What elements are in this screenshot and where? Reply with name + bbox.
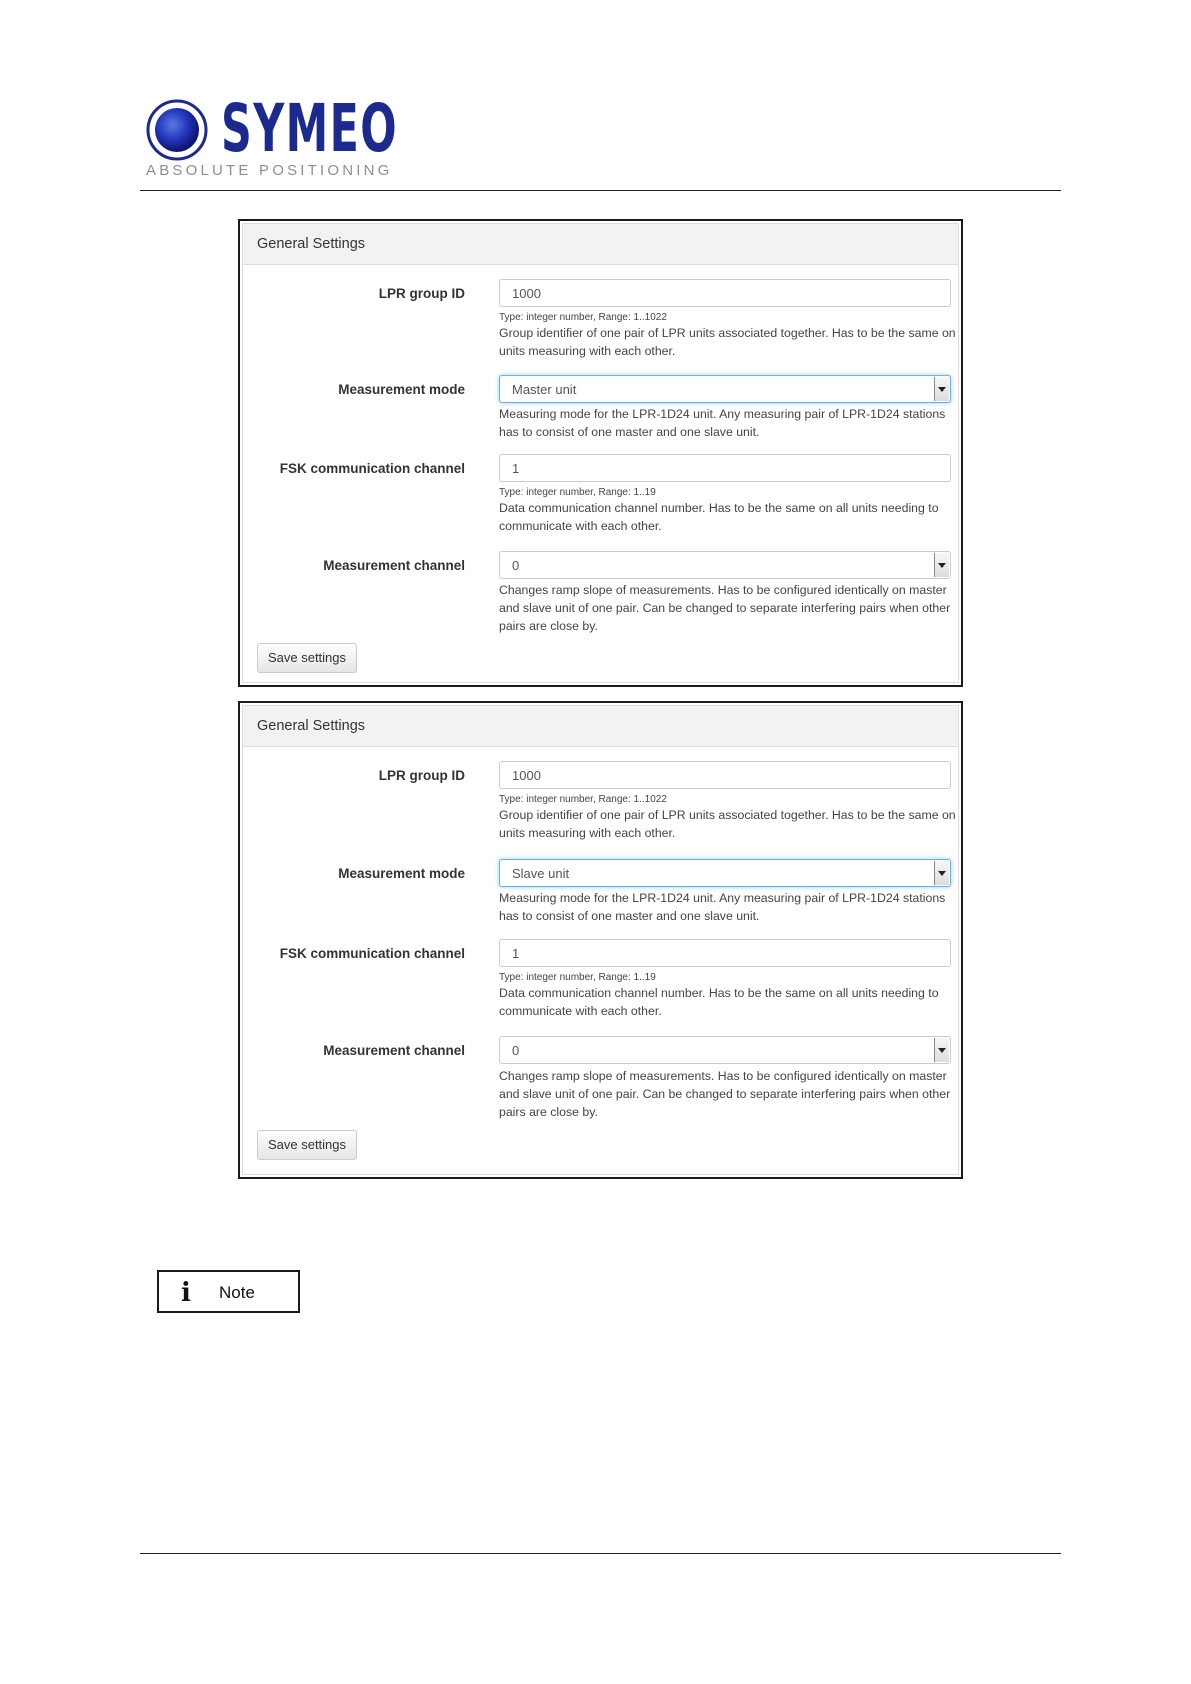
measurement-channel-label: Measurement channel [323,1043,465,1058]
save-settings-button[interactable]: Save settings [257,643,357,673]
fsk-channel-type: Type: integer number, Range: 1..19 [499,487,656,498]
lpr-group-id-value: 1000 [512,286,541,301]
save-settings-button[interactable]: Save settings [257,1130,357,1160]
panel-title: General Settings [257,236,366,252]
measurement-channel-help: Changes ramp slope of measurements. Has to be configured identically on master and slave unit of one pair. Can be changed to separate interfering pairs when other pairs are close by. [499,583,951,633]
footer-divider [140,1553,1061,1554]
measurement-channel-select[interactable] [499,551,951,579]
logo-circle-icon [146,99,208,161]
measurement-channel-select[interactable] [499,1036,951,1064]
lpr-group-id-label: LPR group ID [378,768,465,783]
fsk-channel-help: Data communication channel number. Has to be the same on all units needing to communicate with each other. [499,501,939,533]
chevron-down-icon[interactable] [934,861,949,885]
fsk-channel-value: 1 [512,946,520,961]
fsk-channel-type: Type: integer number, Range: 1..19 [499,972,656,983]
lpr-group-id-input[interactable] [499,761,951,789]
measurement-mode-label: Measurement mode [338,866,465,881]
note-box [157,1270,300,1313]
measurement-mode-select[interactable] [499,859,951,887]
lpr-group-id-type: Type: integer number, Range: 1..1022 [499,312,667,323]
panel-header [243,706,958,747]
chevron-down-icon[interactable] [934,553,949,577]
settings-panel-2 [238,701,963,1179]
panel-title: General Settings [257,718,366,734]
info-icon: i [181,1278,191,1308]
logo-tagline: ABSOLUTE POSITIONING [146,162,393,179]
panel-header [243,224,958,265]
note-label: Note [219,1283,255,1302]
chevron-down-icon[interactable] [934,1038,949,1062]
lpr-group-id-help: Group identifier of one pair of LPR units associated together. Has to be the same on units measuring with each other. [499,326,956,358]
chevron-down-icon[interactable] [934,377,949,401]
measurement-channel-label: Measurement channel [323,558,465,573]
fsk-channel-value: 1 [512,461,520,476]
fsk-channel-label: FSK communication channel [279,461,465,476]
lpr-group-id-input[interactable] [499,279,951,307]
lpr-group-id-type: Type: integer number, Range: 1..1022 [499,794,667,805]
lpr-group-id-value: 1000 [512,768,541,783]
measurement-mode-help: Measuring mode for the LPR-1D24 unit. Any measuring pair of LPR-1D24 stations has to consist of one master and one slave unit. [499,891,946,923]
settings-panel-1 [238,219,963,687]
measurement-mode-value: Slave unit [512,866,570,881]
header-divider [140,190,1061,191]
measurement-mode-label: Measurement mode [338,382,465,397]
fsk-channel-label: FSK communication channel [279,946,465,961]
logo-wordmark: SYMEO [221,90,399,167]
measurement-mode-value: Master unit [512,382,577,397]
fsk-channel-help: Data communication channel number. Has to be the same on all units needing to communicate with each other. [499,986,939,1018]
lpr-group-id-help: Group identifier of one pair of LPR units associated together. Has to be the same on units measuring with each other. [499,808,956,840]
fsk-channel-input[interactable] [499,454,951,482]
measurement-channel-value: 0 [512,1043,520,1058]
fsk-channel-input[interactable] [499,939,951,967]
measurement-mode-help: Measuring mode for the LPR-1D24 unit. Any measuring pair of LPR-1D24 stations has to consist of one master and one slave unit. [499,407,946,439]
measurement-channel-value: 0 [512,558,520,573]
measurement-channel-help: Changes ramp slope of measurements. Has to be configured identically on master and slave unit of one pair. Can be changed to separate interfering pairs when other pairs are close by. [499,1069,951,1119]
symeo-logo [146,90,399,186]
lpr-group-id-label: LPR group ID [378,286,465,301]
measurement-mode-select[interactable] [499,375,951,403]
